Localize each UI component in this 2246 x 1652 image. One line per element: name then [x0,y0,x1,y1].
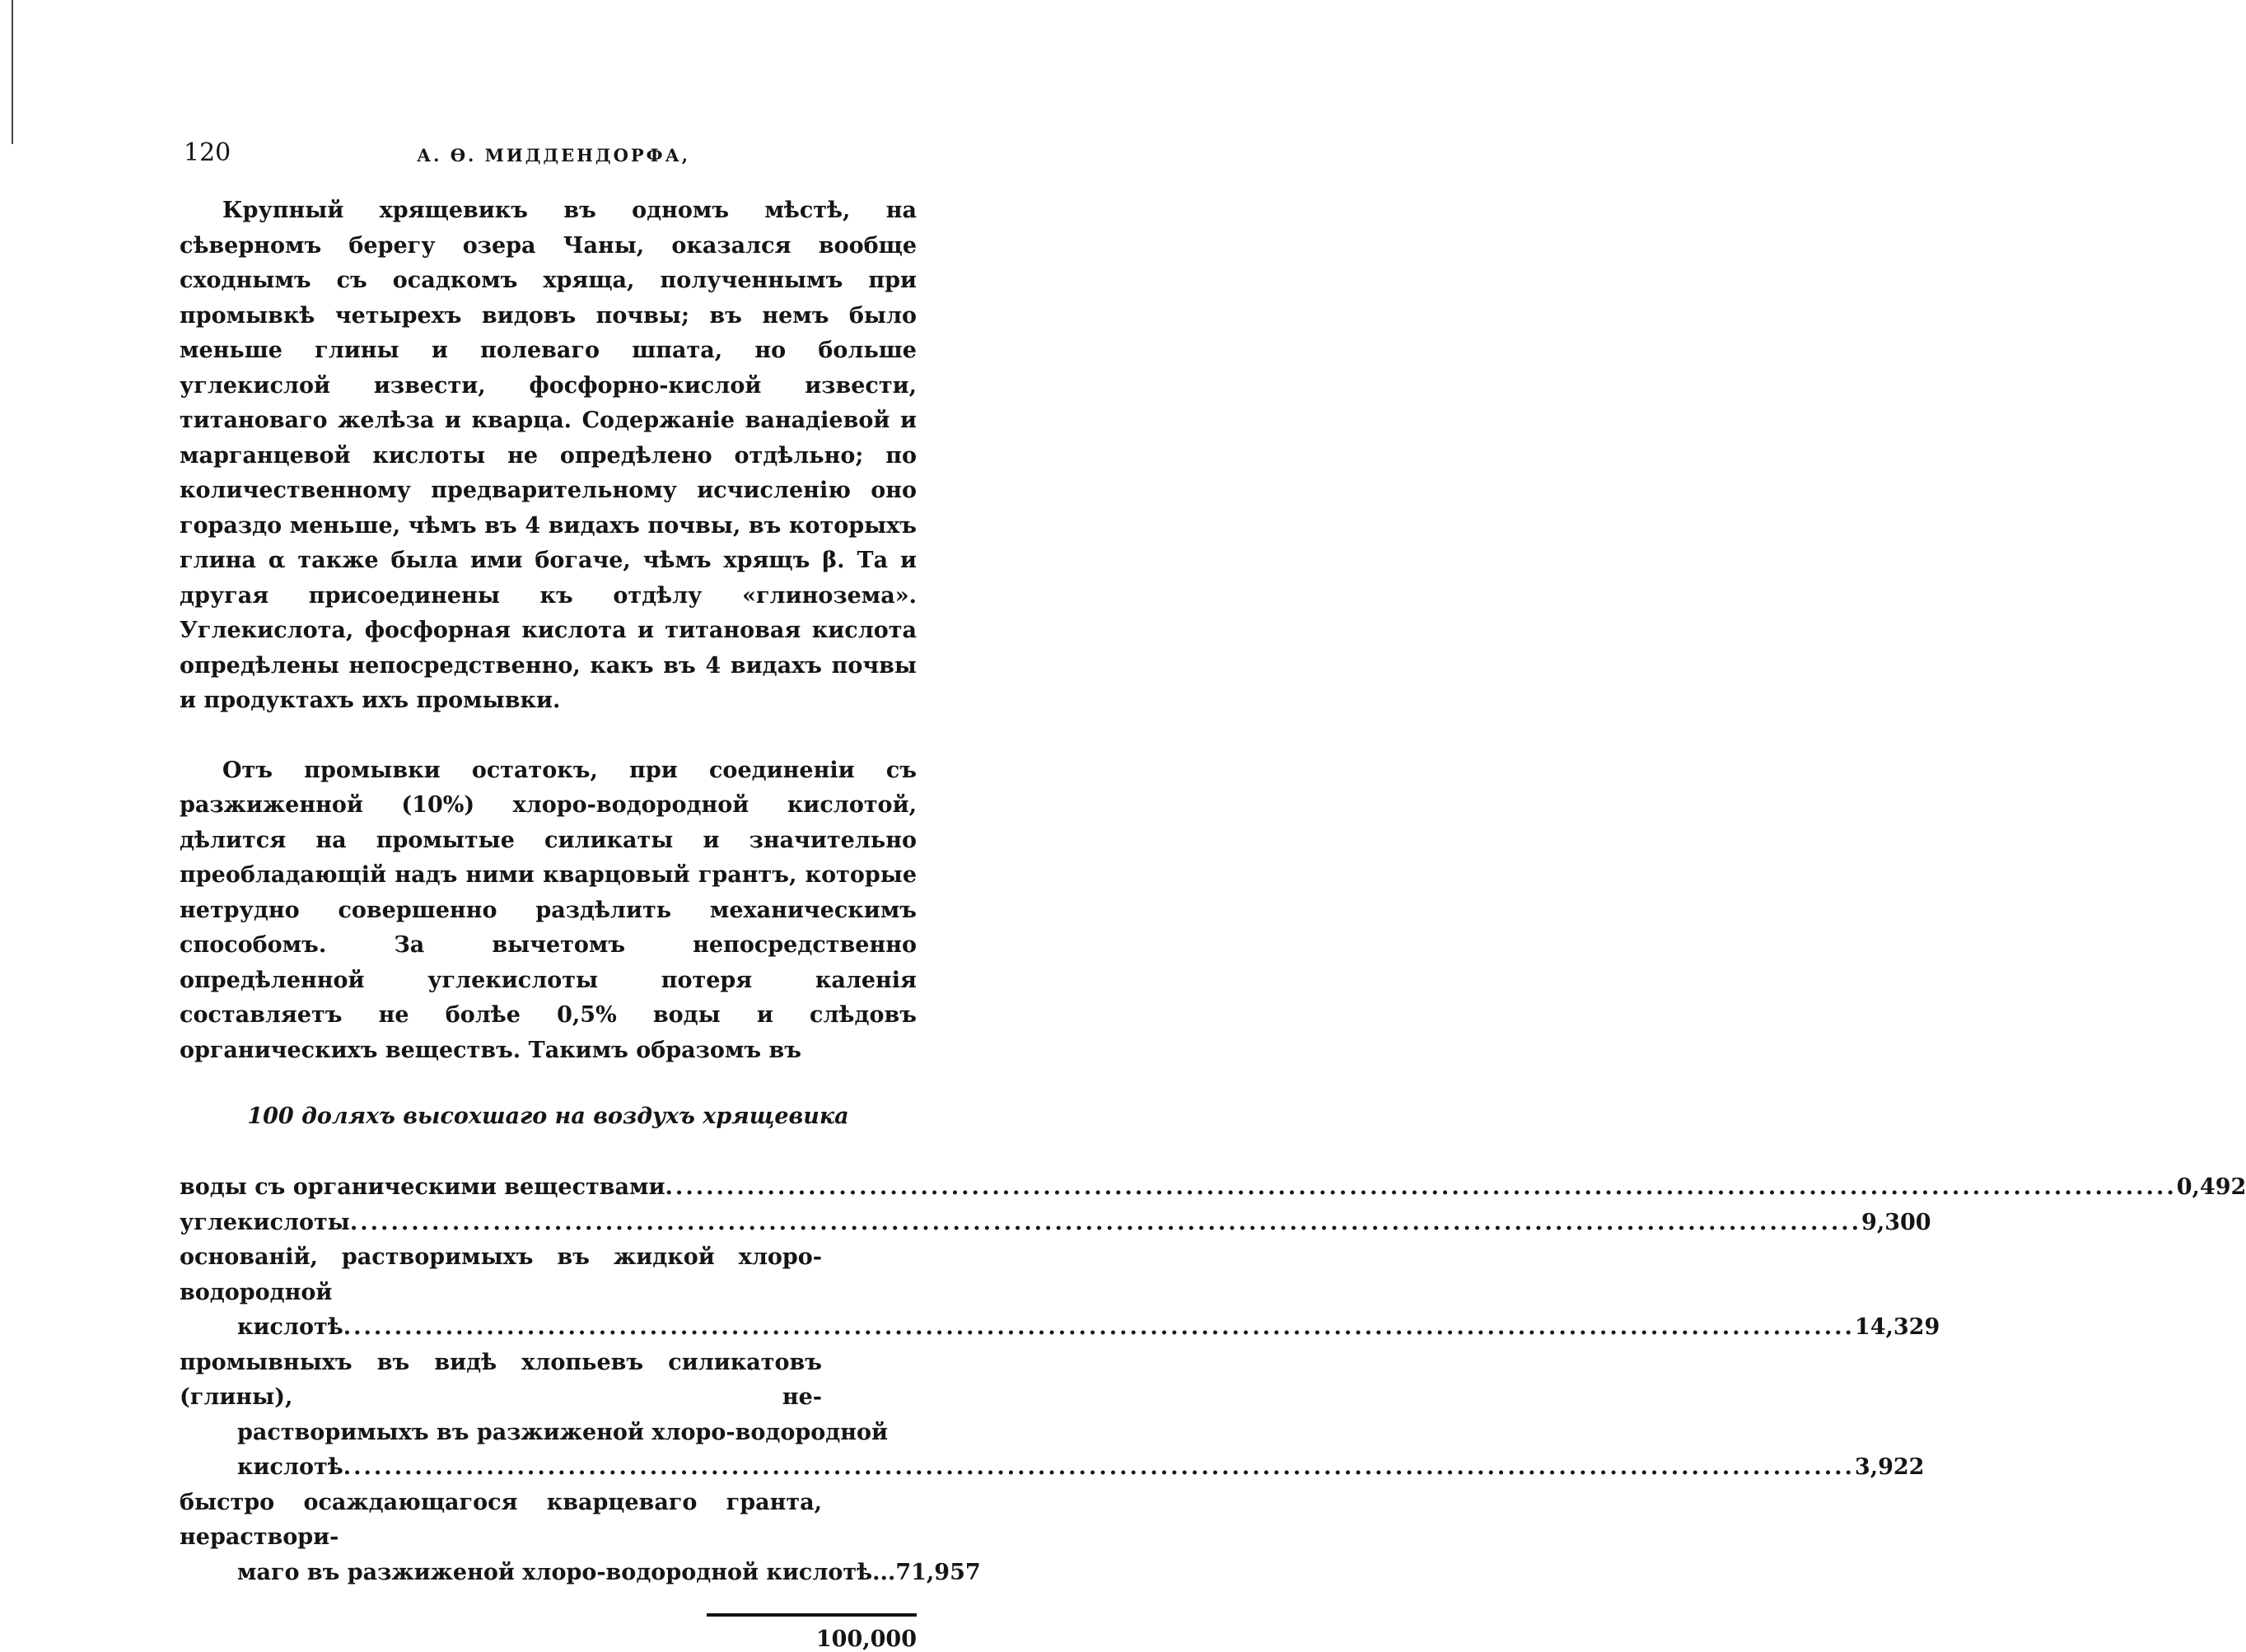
table-row [180,1556,981,1591]
dot-leader [343,1310,1855,1346]
row-label-continued: растворимыхъ въ разжиженой хлоро-водородной [237,1419,889,1445]
table-row [180,1206,1931,1241]
running-head: А. Ѳ. МИДДЕНДОРФА, [417,145,691,166]
row-label-continued: основаній, растворимыхъ въ жидкой хлоро-водородной [180,1244,822,1305]
page-header [184,138,921,171]
row-label: воды съ органическими веществами [180,1174,665,1200]
paragraph-2: Отъ промывки остатокъ, при соединеніи съ разжиженной (10%) хлоро-водородной кислотой, дѣлится на промытые силикаты и значительно преобладающій надъ ними кварцовый грантъ, которые нетрудно совершенно раздѣлить механическимъ способомъ. За вычетомъ непосредственно опредѣленной углекислоты потеря каленія составляетъ не болѣе 0,5% воды и слѣдовъ органическихъ веществъ. Такимъ образомъ въ [180,757,917,1063]
row-label: маго въ разжиженой хлоро-водородной кислотѣ... [237,1559,896,1585]
dot-leader [343,1450,1855,1486]
page-body [180,194,2246,1652]
total-rule [707,1613,917,1617]
scan-edge-line [12,0,13,144]
table-row [180,1170,2246,1206]
row-value: 3,922 [1854,1454,1925,1480]
table-row [180,1450,1925,1486]
page-number: 120 [184,138,231,167]
table-total: 100,000 [815,1626,917,1652]
row-label: кислотѣ [237,1454,343,1480]
row-value: 71,957 [895,1559,981,1585]
dot-leader [350,1206,1861,1241]
row-label-continued: промывныхъ въ видѣ хлопьевъ силикатовъ (глины), не- [180,1349,822,1410]
row-value: 0,492 [2176,1174,2246,1200]
row-value: 14,329 [1854,1314,1940,1340]
row-label-continued: быстро осаждающагося кварцеваго гранта, нераствори- [180,1489,822,1550]
row-label: углекислоты [180,1209,350,1235]
row-value: 9,300 [1861,1209,1931,1235]
row-label: кислотѣ [237,1314,343,1340]
paragraph-1: Крупный хрящевикъ въ одномъ мѣстѣ, на сѣверномъ берегу озера Чаны, оказался вообще сходнымъ съ осадкомъ хряща, полученнымъ при промывкѣ четырехъ видовъ почвы; въ немъ было меньше глины и полеваго шпата, но больше углекислой извести, фосфорно-кислой извести, титановаго желѣза и кварца. Содержаніе ванадіевой и марганцевой кислоты не опредѣлено отдѣльно; по количественному предварительному исчисленію оно гораздо меньше, чѣмъ въ 4 видахъ почвы, въ которыхъ глина α также была ими богаче, чѣмъ хрящъ β. Та и другая присоединены къ отдѣлу «глинозема». Углекислота, фосфорная кислота и титановая кислота опредѣлены непосредственно, какъ въ 4 видахъ почвы и продуктахъ ихъ промывки. [180,198,917,713]
table-row [180,1310,1940,1346]
composition-table [180,1170,2246,1652]
table-caption: 100 доляхъ высохшаго на воздухъ хрящевика [247,1104,849,1129]
dot-leader [665,1170,2177,1206]
